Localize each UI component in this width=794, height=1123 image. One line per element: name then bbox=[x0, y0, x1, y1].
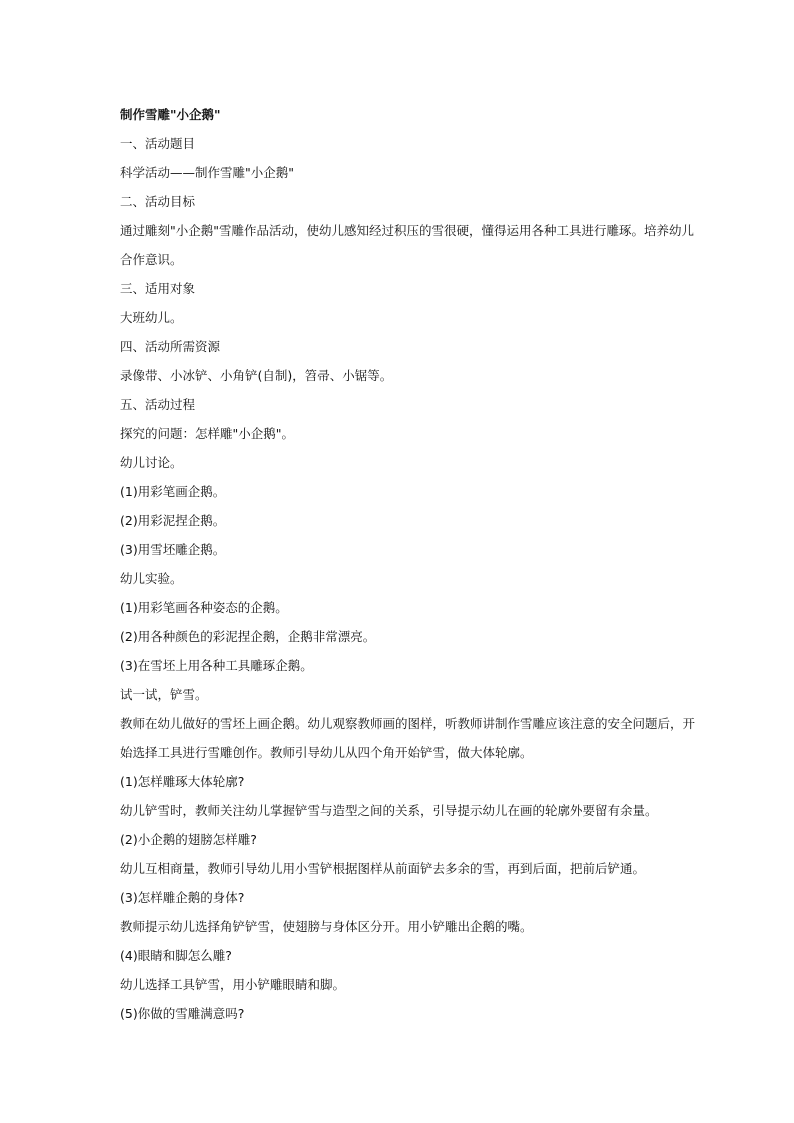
paragraph-line: 录像带、小冰铲、小角铲(自制)，笤帚、小锯等。 bbox=[120, 368, 393, 383]
paragraph-line: 始选择工具进行雪雕创作。教师引导幼儿从四个角开始铲雪，做大体轮廓。 bbox=[120, 745, 533, 760]
paragraph-line: 试一试，铲雪。 bbox=[120, 687, 208, 702]
paragraph-line: 教师在幼儿做好的雪坯上画企鹅。幼儿观察教师画的图样，听教师讲制作雪雕应该注意的安全问题后，开 bbox=[120, 716, 696, 731]
paragraph-line: 教师提示幼儿选择角铲铲雪，使翅膀与身体区分开。用小铲雕出企鹅的嘴。 bbox=[120, 919, 533, 934]
list-item: (5)你做的雪雕满意吗? bbox=[120, 1006, 245, 1021]
section-heading-goals: 二、活动目标 bbox=[120, 194, 196, 209]
paragraph-line: 探究的问题：怎样雕"小企鹅"。 bbox=[120, 426, 294, 441]
section-heading-topic: 一、活动题目 bbox=[120, 136, 196, 151]
list-item: (2)小企鹅的翅膀怎样雕? bbox=[120, 832, 257, 847]
list-item: (4)眼睛和脚怎么雕? bbox=[120, 948, 232, 963]
paragraph-line: 幼儿选择工具铲雪，用小铲雕眼睛和脚。 bbox=[120, 977, 346, 992]
paragraph-line: 幼儿铲雪时，教师关注幼儿掌握铲雪与造型之间的关系，引导提示幼儿在画的轮廓外要留有余量。 bbox=[120, 803, 658, 818]
section-heading-resources: 四、活动所需资源 bbox=[120, 339, 221, 354]
list-item: (3)用雪坯雕企鹅。 bbox=[120, 542, 226, 557]
list-item: (2)用各种颜色的彩泥捏企鹅，企鹅非常漂亮。 bbox=[120, 629, 376, 644]
list-item: (1)怎样雕琢大体轮廓? bbox=[120, 774, 245, 789]
list-item: (1)用彩笔画企鹅。 bbox=[120, 484, 226, 499]
list-item: (3)在雪坯上用各种工具雕琢企鹅。 bbox=[120, 658, 313, 673]
paragraph-line: 大班幼儿。 bbox=[120, 310, 183, 325]
paragraph-line: 科学活动——制作雪雕"小企鹅" bbox=[120, 165, 294, 180]
list-item: (2)用彩泥捏企鹅。 bbox=[120, 513, 226, 528]
section-heading-audience: 三、适用对象 bbox=[120, 281, 196, 296]
document-body bbox=[120, 100, 696, 1028]
paragraph-line: 幼儿讨论。 bbox=[120, 455, 183, 470]
paragraph-line: 通过雕刻"小企鹅"雪雕作品活动，使幼儿感知经过积压的雪很硬，懂得运用各种工具进行雕琢。培养幼儿 bbox=[120, 223, 695, 238]
paragraph-line: 幼儿实验。 bbox=[120, 571, 183, 586]
paragraph-line: 幼儿互相商量，教师引导幼儿用小雪铲根据图样从前面铲去多余的雪，再到后面，把前后铲通。 bbox=[120, 861, 646, 876]
section-heading-process: 五、活动过程 bbox=[120, 397, 196, 412]
paragraph-line: 合作意识。 bbox=[120, 252, 183, 267]
list-item: (3)怎样雕企鹅的身体? bbox=[120, 890, 245, 905]
list-item: (1)用彩笔画各种姿态的企鹅。 bbox=[120, 600, 288, 615]
document-title: 制作雪雕"小企鹅" bbox=[120, 107, 221, 122]
